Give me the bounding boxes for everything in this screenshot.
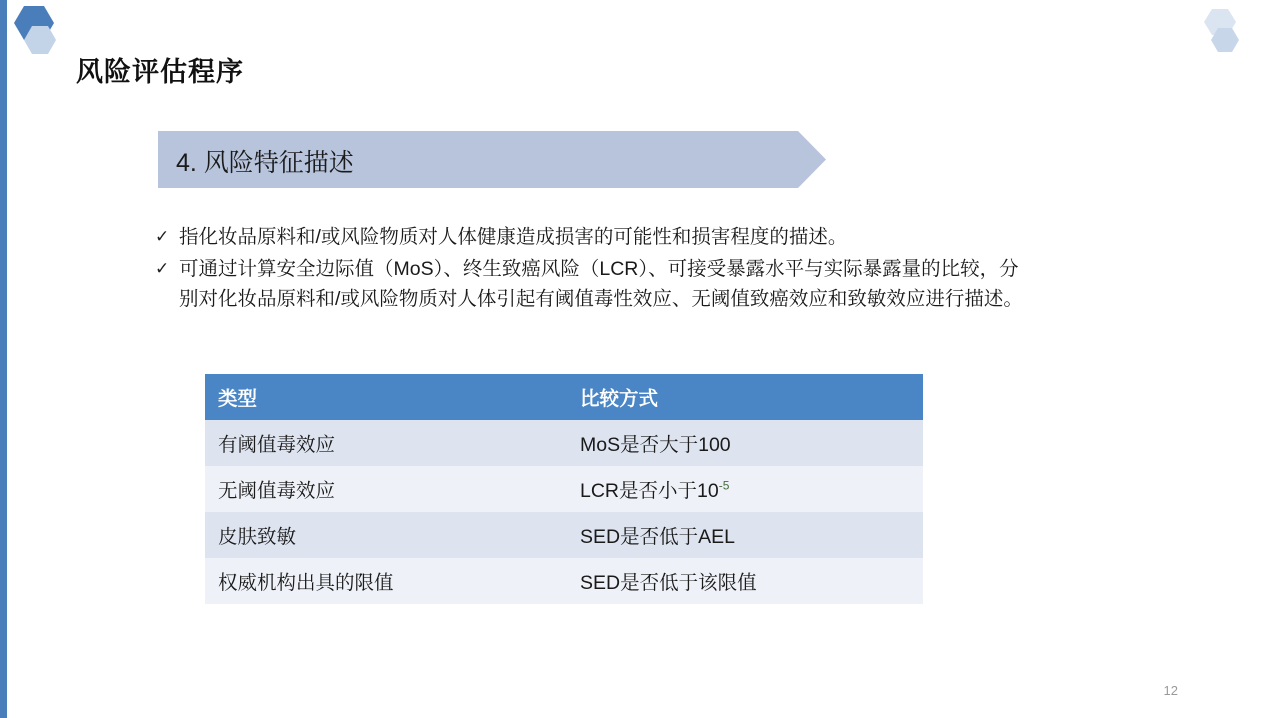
table-cell-type: 皮肤致敏 — [205, 512, 567, 558]
table-header-method: 比较方式 — [567, 374, 923, 420]
table-header-type: 类型 — [205, 374, 567, 420]
list-item-text: 指化妆品原料和/或风险物质对人体健康造成损害的可能性和损害程度的描述。 — [179, 226, 848, 248]
left-accent-bar — [0, 0, 7, 718]
check-icon: ✓ — [155, 259, 170, 278]
table-header-row — [205, 374, 923, 420]
check-icon: ✓ — [155, 227, 170, 246]
comparison-table — [205, 374, 923, 604]
table-cell-method: MoS是否大于100 — [567, 420, 923, 466]
section-banner-label: 4. 风险特征描述 — [176, 149, 354, 177]
table-row — [205, 420, 923, 466]
section-banner — [158, 131, 826, 188]
table-cell-exponent: -5 — [718, 478, 730, 493]
list-item — [155, 254, 1035, 314]
table-cell-type: 权威机构出具的限值 — [205, 558, 567, 604]
table-row — [205, 558, 923, 604]
hexagon-decoration-secondary-icon — [1198, 8, 1252, 62]
bullet-list — [155, 222, 1035, 316]
list-item-text: 可通过计算安全边际值（MoS）、终生致癌风险（LCR）、可接受暴露水平与实际暴露量的比较，分别对化妆品原料和/或风险物质对人体引起有阈值毒性效应、无阈值致癌效应和致敏效应进行描述。 — [179, 258, 1023, 310]
table-row — [205, 512, 923, 558]
table-cell-type: 有阈值毒效应 — [205, 420, 567, 466]
table-cell-method: SED是否低于该限值 — [567, 558, 923, 604]
table-cell-method-text: LCR是否小于10 — [580, 480, 719, 502]
list-item — [155, 222, 1035, 252]
table-cell-type: 无阈值毒效应 — [205, 466, 567, 512]
page-title: 风险评估程序 — [76, 57, 244, 87]
page-number: 12 — [1163, 683, 1178, 698]
table-cell-method: SED是否低于AEL — [567, 512, 923, 558]
table-row — [205, 466, 923, 512]
table-cell-method — [567, 466, 923, 512]
hexagon-decoration-icon — [10, 4, 70, 62]
